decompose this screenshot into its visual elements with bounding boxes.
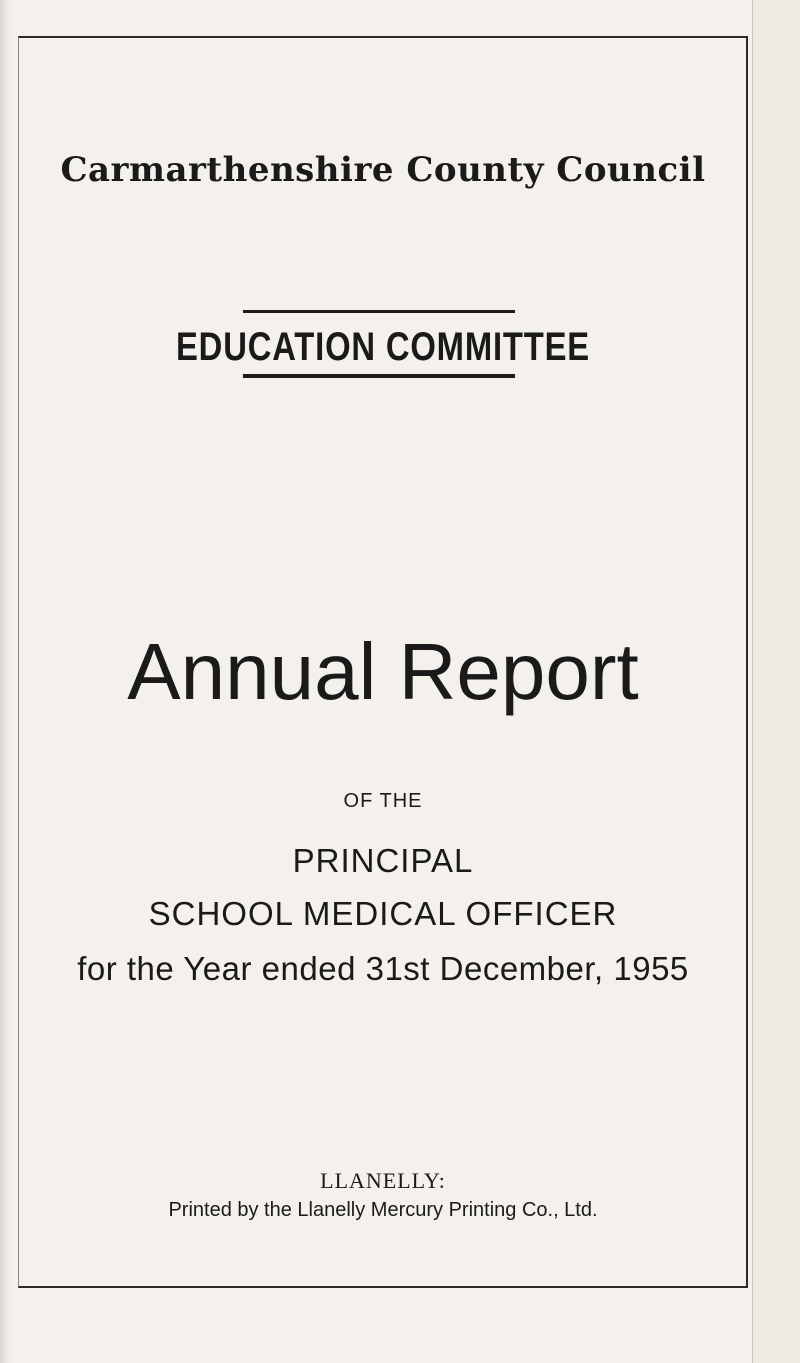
- officer-label: SCHOOL MEDICAL OFFICER: [148, 895, 618, 932]
- committee-title: EDUCATION COMMITTEE: [175, 325, 591, 369]
- imprint-place: LLANELLY:: [320, 1168, 446, 1193]
- of-the-label: OF THE: [343, 790, 423, 812]
- council-title: Carmarthenshire County Council: [60, 150, 706, 190]
- imprint-printer: Printed by the Llanelly Mercury Printing Co., Ltd.: [168, 1199, 598, 1221]
- next-page-edge: [752, 0, 800, 1363]
- top-rule: [243, 310, 515, 313]
- principal-label: PRINCIPAL: [292, 842, 474, 879]
- report-period: for the Year ended 31st December, 1955: [77, 950, 689, 987]
- bottom-rule: [243, 374, 515, 378]
- page-shadow: [0, 0, 10, 1363]
- report-title: Annual Report: [127, 627, 639, 716]
